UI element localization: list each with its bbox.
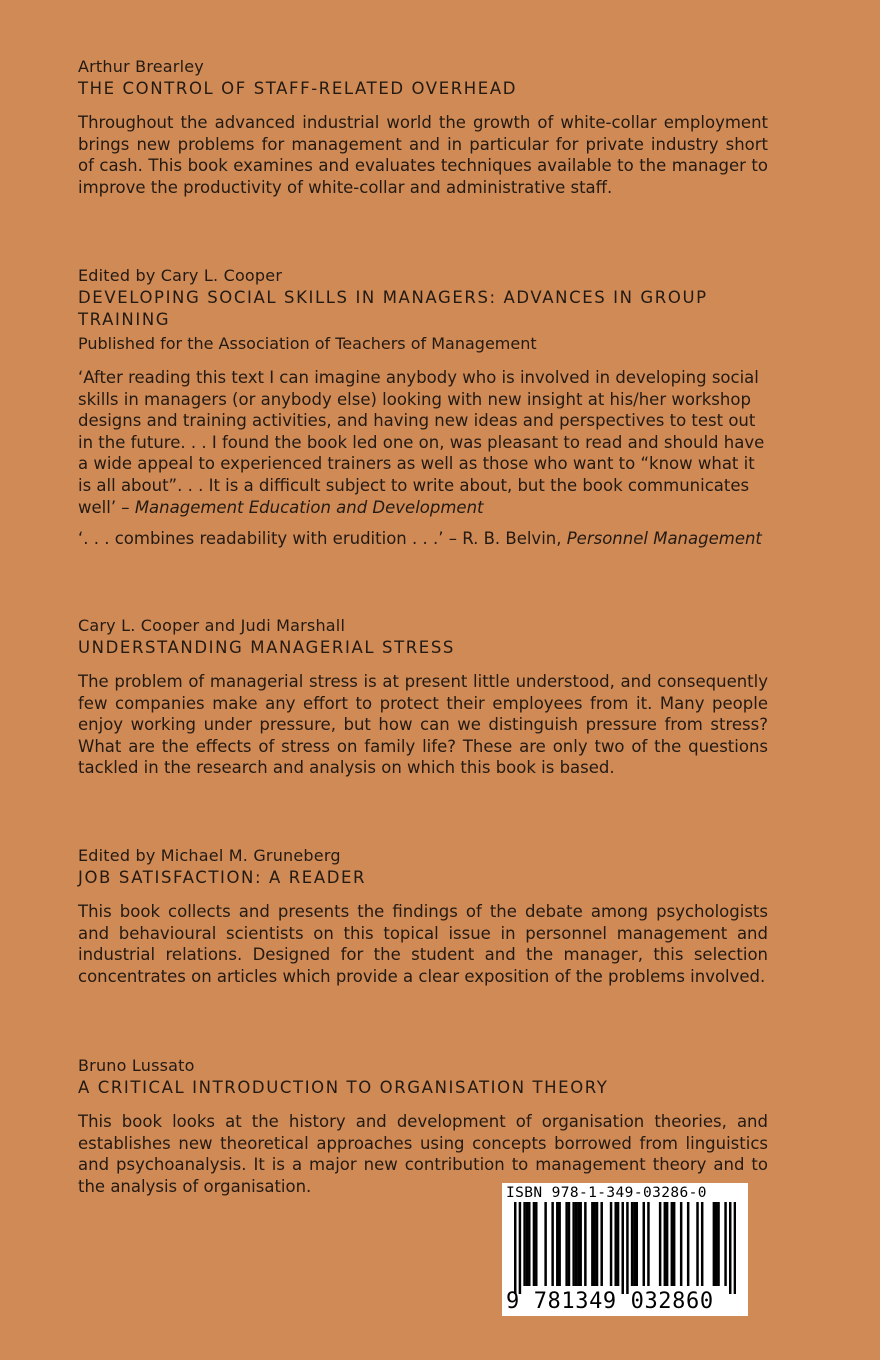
barcode-bar — [734, 1202, 736, 1294]
barcode-bar — [593, 1202, 595, 1286]
barcode-bar — [579, 1202, 581, 1286]
barcode-bar — [591, 1202, 593, 1286]
book-author: Arthur Brearley — [78, 57, 204, 76]
book-title: A CRITICAL INTRODUCTION TO ORGANISATION THEORY — [78, 1078, 609, 1097]
isbn-barcode — [502, 1183, 748, 1316]
barcode-bar — [575, 1202, 577, 1286]
barcode-bar — [659, 1202, 661, 1286]
book-description: This book looks at the history and development of organisation theories, and establishes new theoretical approaches using concepts borrowed from linguistics and psychoanalysis. It is a major new contribution to management theory and to the analysis of organisation. — [78, 1112, 768, 1196]
book-entry-3 — [78, 615, 768, 779]
barcode-bar — [610, 1202, 612, 1286]
review-quote-2 — [78, 528, 768, 550]
book-description: This book collects and presents the findings of the debate among psychologists and behavioural scientists on this topical issue in personnel management and industrial relations. Designed for the student and the manager, this selection concentrates on articles which provide a clear exposition of the problems involved. — [78, 902, 768, 986]
book-title: DEVELOPING SOCIAL SKILLS IN MANAGERS: ADVANCES IN GROUP TRAINING — [78, 288, 708, 329]
barcode-bar — [558, 1202, 560, 1286]
barcode-bar — [614, 1202, 616, 1286]
quote-source: Management Education and Development — [134, 497, 484, 517]
barcode-bar — [717, 1202, 719, 1286]
ean-digits: 9 781349 032860 — [506, 1289, 714, 1314]
barcode-bar — [617, 1202, 619, 1286]
barcode-bar — [633, 1202, 635, 1286]
review-quote-1 — [78, 367, 768, 518]
barcode-bar — [600, 1202, 602, 1286]
barcode-bar — [715, 1202, 717, 1286]
book-entry-5 — [78, 1055, 768, 1197]
barcode-bar — [626, 1202, 628, 1294]
barcode-bar — [621, 1202, 623, 1294]
barcode-bars — [514, 1202, 736, 1294]
barcode-bar — [636, 1202, 638, 1286]
barcode-bar — [526, 1202, 528, 1286]
barcode-bar — [523, 1202, 525, 1286]
barcode-bar — [565, 1202, 567, 1286]
barcode-bar — [528, 1202, 530, 1286]
book-description: The problem of managerial stress is at present little understood, and consequently few companies make any effort to protect their employees from it. Many people enjoy working under pressure, but how can we distinguish pressure from stress? What are the effects of stress on family life? These are only two of the questions tackled in the research and analysis on which this book is based. — [78, 672, 768, 778]
quote-source: Personnel Management — [566, 529, 762, 549]
book-title: UNDERSTANDING MANAGERIAL STRESS — [78, 638, 455, 657]
barcode-bar — [671, 1202, 673, 1286]
barcode-bar — [724, 1202, 726, 1286]
book-author: Edited by Michael M. Gruneberg — [78, 846, 341, 865]
barcode-bar — [680, 1202, 682, 1286]
barcode-bar — [568, 1202, 570, 1286]
book-title: JOB SATISFACTION: A READER — [78, 868, 367, 887]
book-entry-1 — [78, 56, 768, 198]
barcode-bar — [519, 1202, 521, 1294]
book-entry-2 — [78, 265, 768, 550]
barcode-bar — [666, 1202, 668, 1286]
barcode-bar — [664, 1202, 666, 1286]
barcode-bar — [533, 1202, 535, 1286]
barcode-bar — [647, 1202, 649, 1286]
book-entry-4 — [78, 845, 768, 987]
barcode-bar — [687, 1202, 689, 1286]
barcode-bar — [584, 1202, 586, 1286]
barcode-bar — [596, 1202, 598, 1286]
barcode-bar — [729, 1202, 731, 1294]
quote-text: ‘. . . combines readability with erudition . . .’ – R. B. Belvin, — [78, 529, 567, 549]
barcode-bar — [631, 1202, 633, 1286]
isbn-label: ISBN 978-1-349-03286-0 — [506, 1185, 707, 1201]
quote-text: ‘After reading this text I can imagine anybody who is involved in developing social skills in managers (or anybody else) looking with new insight at his/her workshop designs and training activities, and having new ideas and perspectives to test out in the future. . . I found the book led one on, was pleasant to read and should have a wide appeal to experienced trainers as well as those who want to “know what it is all about”. . . It is a difficult subject to write about, but the book communicates well’ – — [78, 368, 765, 517]
barcode-bar — [673, 1202, 675, 1286]
barcode-bar — [701, 1202, 703, 1286]
book-author: Bruno Lussato — [78, 1056, 195, 1075]
book-title: THE CONTROL OF STAFF-RELATED OVERHEAD — [78, 79, 518, 98]
book-author: Cary L. Cooper and Judi Marshall — [78, 616, 346, 635]
book-subtitle: Published for the Association of Teachers of Management — [78, 334, 537, 353]
barcode-bar — [643, 1202, 645, 1286]
book-description: Throughout the advanced industrial world the growth of white-collar employment brings new problems for management and in particular for private industry short of cash. This book examines and evaluates techniques available to the manager to improve the productivity of white-collar and administrative staff. — [78, 113, 768, 197]
barcode-bar — [713, 1202, 715, 1286]
barcode-bar — [544, 1202, 546, 1286]
barcode-bar — [696, 1202, 698, 1286]
barcode-bar — [514, 1202, 516, 1294]
barcode-bar — [556, 1202, 558, 1286]
barcode-bar — [577, 1202, 579, 1286]
book-author: Edited by Cary L. Cooper — [78, 266, 283, 285]
barcode-bar — [572, 1202, 574, 1286]
barcode-bar — [551, 1202, 553, 1286]
barcode-bar — [535, 1202, 537, 1286]
